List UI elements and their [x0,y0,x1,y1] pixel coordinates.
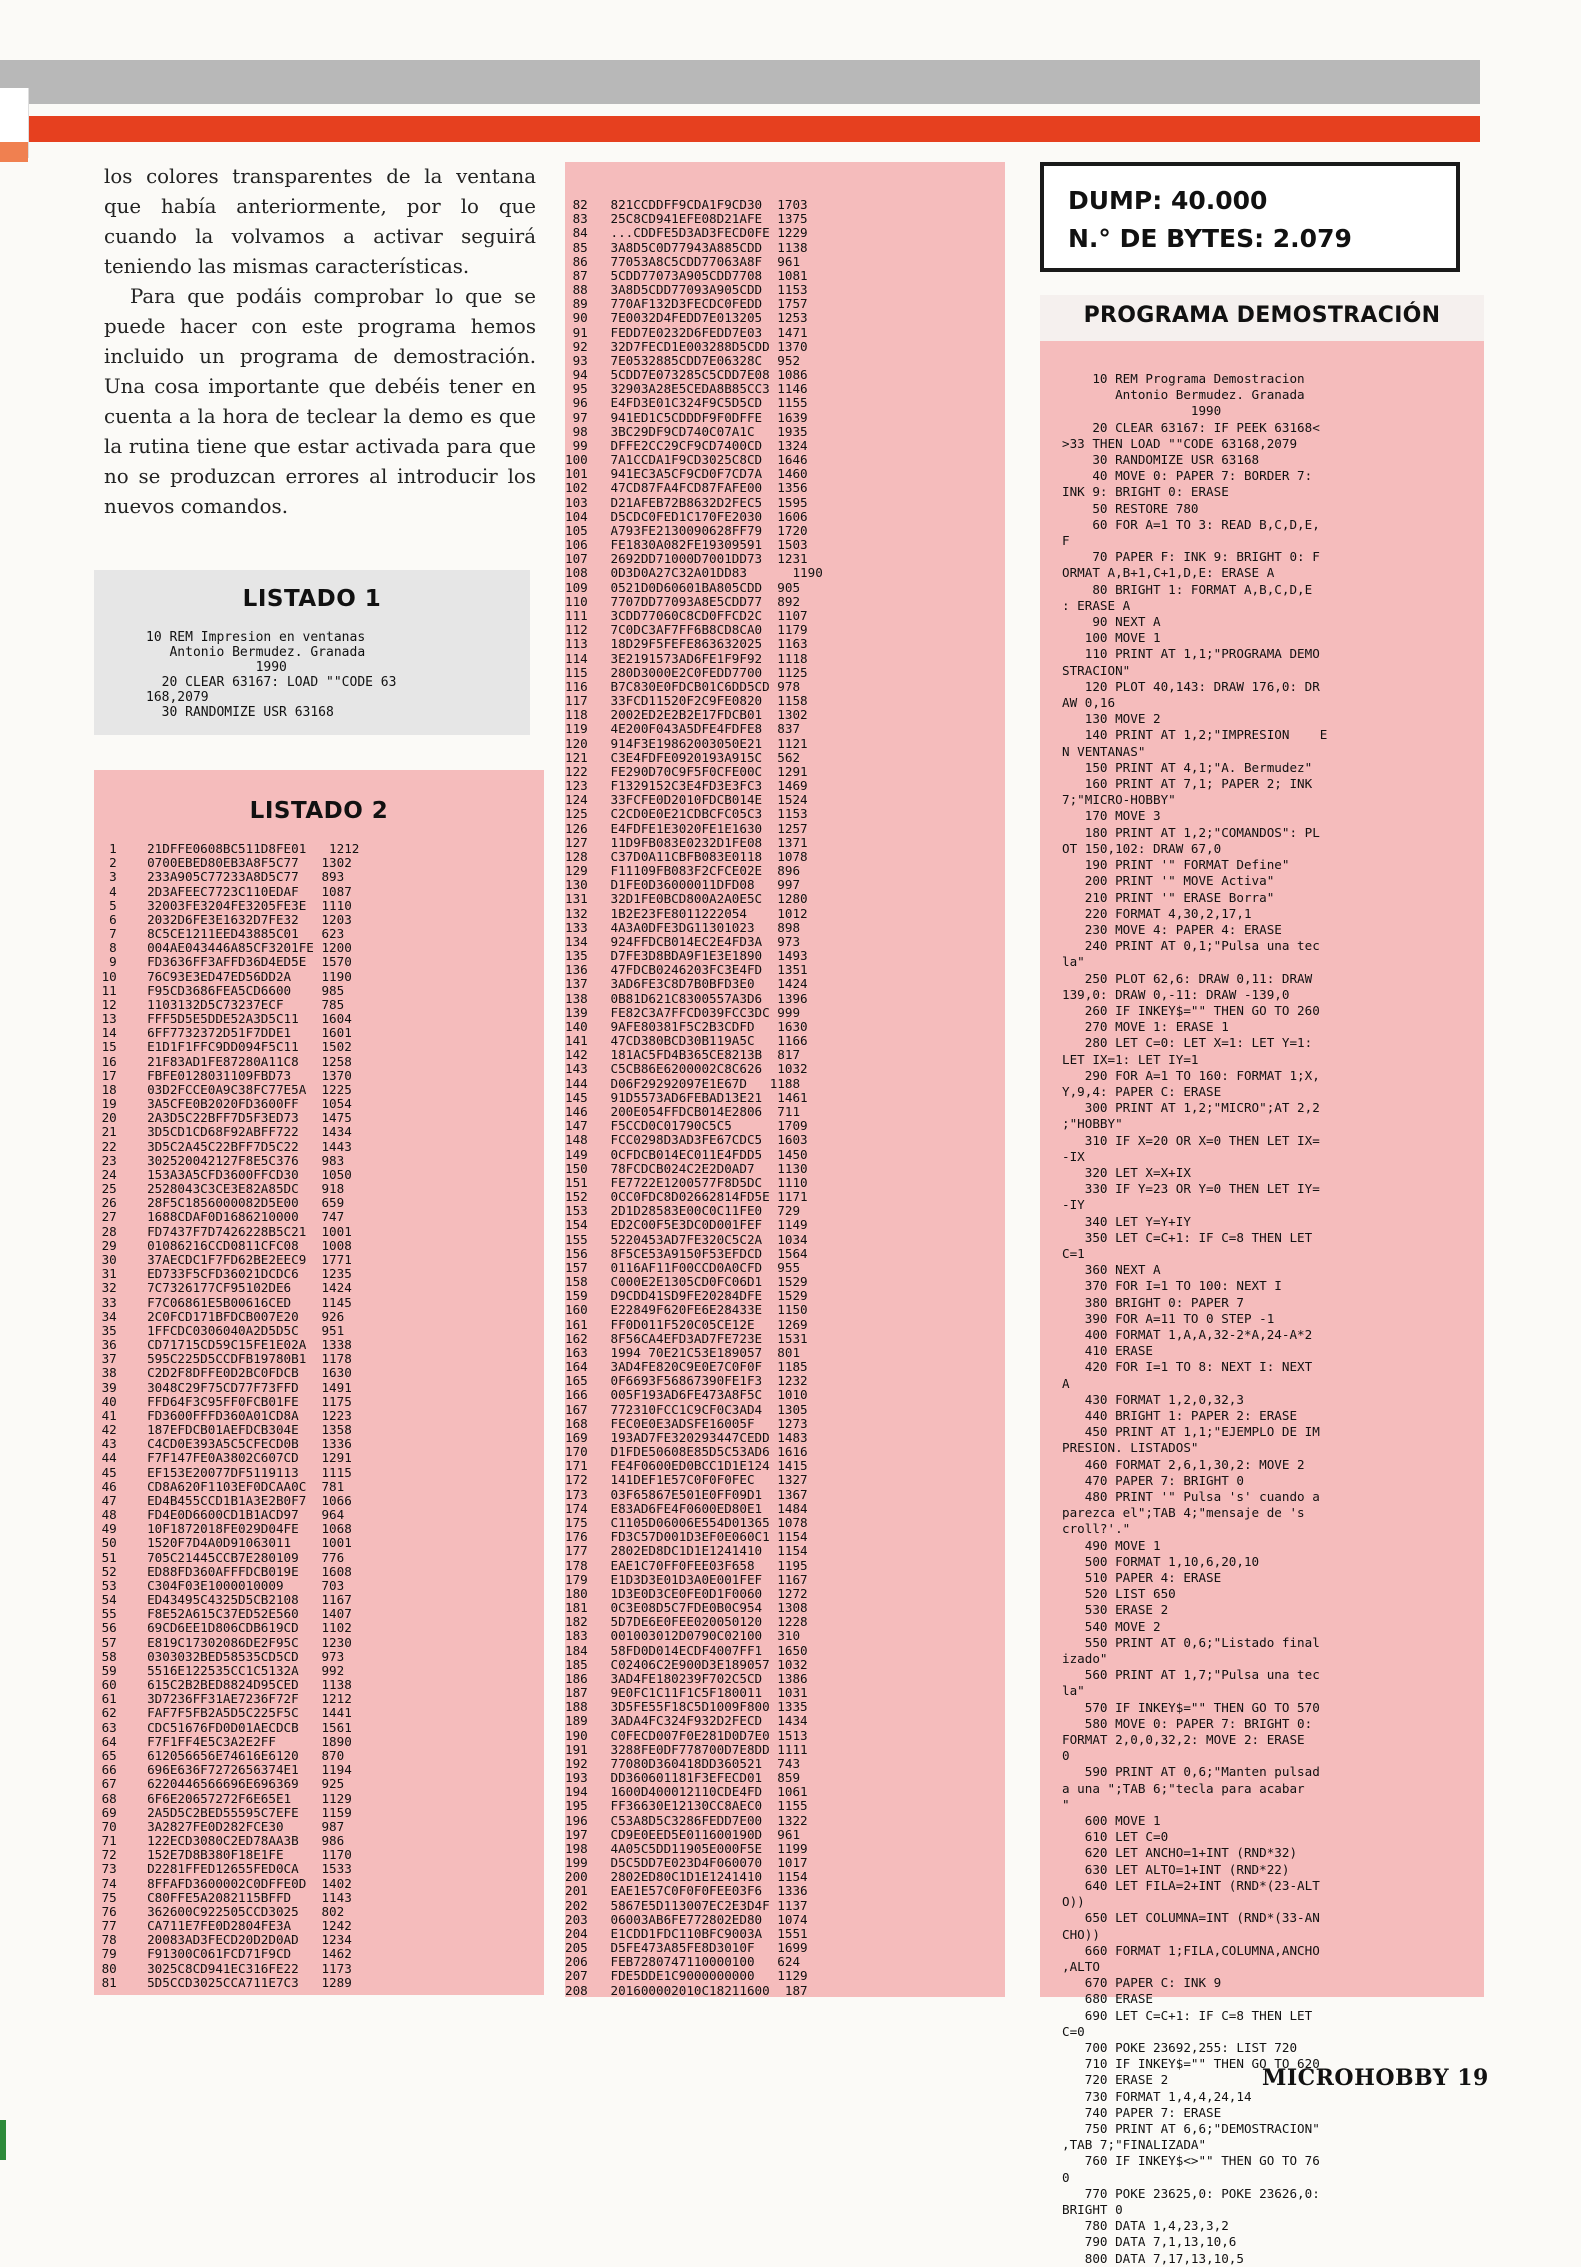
listado-1-box [94,570,530,735]
listing-line: 10 76C93E3ED47ED56DD2A 1190 [94,968,352,984]
listing-line: 170 D1FDE50608E85D5C53AD6 1616 [565,1444,808,1460]
listing-line: 91 FEDD7E0232D6FEDD7E03 1471 [565,324,808,340]
listing-line: 103 D21AFEB72B8632D2FEC5 1595 [565,494,808,510]
listing-line: 168 FEC0E0E3ADSFE16005F 1273 [565,1415,808,1431]
listing-line: 194 1600D400012110CDE4FD 1061 [565,1784,808,1800]
listing-line: 44 F7F147FE0A3802C607CD 1291 [94,1450,352,1466]
listing-line: 63 CDC51676FD0D01AECDCB 1561 [94,1719,352,1735]
listing-line: 104 D5CDC0FED1C170FE2030 1606 [565,508,808,524]
listing-line: 112 7C0DC3AF7FF6B8CD8CA0 1179 [565,622,808,638]
bottom-edge-mark [0,2120,6,2160]
listing-line: 18 03D2FCCE0A9C38FC77E5A 1225 [94,1081,352,1097]
listing-line: 33 F7C06861E5B00616CED 1145 [94,1294,352,1310]
listing-line: 66 696E636F7272656374E1 1194 [94,1762,352,1778]
listing-line: 1 21DFFE0608BC511D8FE01 1212 [94,841,360,856]
listing-line: 179 E1D3D3E01D3A0E001FEF 1167 [565,1571,808,1587]
listing-line: 58 0303032BED58535CD5CD 973 [94,1648,345,1664]
listing-line: 200 2802ED80C1D1E1241410 1154 [565,1869,808,1885]
listing-line: 69 2A5D5C2BED55595C7EFE 1159 [94,1804,352,1820]
listing-line: 25 2528043C3CE3E82A85DC 918 [94,1181,345,1197]
listing-line: 176 FD3C57D001D3EF0E060C1 1154 [565,1529,808,1545]
listing-line: 11 F95CD3686FEA5CD6600 985 [94,982,345,998]
listing-line: 31 ED733F5CFD36021DCDC6 1235 [94,1266,352,1282]
listing-line: 9 FD3636FF3AFFD36D4ED5E 1570 [94,954,352,970]
listing-line: 128 C37D0A11CBFB083E0118 1078 [565,848,808,864]
listing-line: 143 C5CB86E6200002C8C626 1032 [565,1061,808,1077]
listing-line: 37 595C225D5CCDFB19780B1 1178 [94,1351,352,1367]
listado-1-title: LISTADO 1 [242,586,382,612]
listado-2-continuation-lines [565,198,823,1998]
listing-line: 83 25C8CD941EFE08D21AFE 1375 [565,211,808,227]
listing-line: 20 2A3D5C22BFF7D5F3ED73 1475 [94,1110,352,1126]
listing-line: 93 7E0532885CDD7E06328C 952 [565,352,801,368]
listing-line: 131 32D1FE0BCD800A2A0E5C 1280 [565,891,808,907]
listing-line: 70 3A2827FE0D282FCE30 987 [94,1818,345,1834]
listing-line: 198 4A05C5DD11905E000F5E 1199 [565,1840,808,1856]
listing-line: 64 F7F1FF4E5C3A2E2FF 1890 [94,1733,352,1749]
listing-line: 72 152E7D8B380F18E1FE 1170 [94,1847,352,1863]
listing-line: 4 2D3AFEEC7723C110EDAF 1087 [94,883,352,899]
listing-line: 180 1D3E0D3CE0FE0D1F0060 1272 [565,1585,808,1601]
listing-line: 174 E83AD6FE4F0600ED80E1 1484 [565,1500,808,1516]
listing-line: 169 193AD7FE320293447CEDD 1483 [565,1429,808,1445]
listing-line: 116 B7C830E0FDCB01C6DD5CD 978 [565,678,801,694]
listing-line: 7 8C5CE1211EED43885C01 623 [94,926,345,942]
listing-line: 133 4A3A0DFE3DG11301023 898 [565,919,801,935]
listing-line: 161 FF0D011F520C05CE12E 1269 [565,1316,808,1332]
listing-line: 50 1520F7D4A0D91063011 1001 [94,1535,352,1551]
listing-line: 144 D06F29292097E1E67D 1188 [565,1075,801,1091]
listing-line: 59 5516E122535CC1C5132A 992 [94,1662,345,1678]
listing-line: 99 DFFE2CC29CF9CD7400CD 1324 [565,437,808,453]
listing-line: 117 33FCD11520F2C9FE0820 1158 [565,693,808,709]
listing-line: 85 3A8D5C0D77943A885CDD 1138 [565,239,808,255]
listing-line: 62 FAF7F5FB2A5D5C225F5C 1441 [94,1705,352,1721]
listing-line: 191 3288FE0DF778700D7E8DD 1111 [565,1741,808,1757]
listing-line: 127 11D9FB083E0232D1FE08 1371 [565,834,808,850]
listing-line: 47 ED4B455CCD1B1A3E2B0F7 1066 [94,1492,352,1508]
listing-line: 132 1B2E23FE8011222054 1012 [565,905,808,921]
listing-line: 135 D7FE3D8BDA9F1E3E1890 1493 [565,948,808,964]
listing-line: 78 20083AD3FECD20D2D0AD 1234 [94,1932,352,1948]
listado-2-continuation [565,162,1005,1997]
listing-line: 123 F1329152C3E4FD3E3FC3 1469 [565,778,808,794]
listing-line: 190 C0FECD007F0E281D0D7E0 1513 [565,1727,808,1743]
listing-line: 90 7E0032D4FEDD7E013205 1253 [565,310,808,326]
listing-line: 177 2802ED8DC1D1E1241410 1154 [565,1543,808,1559]
listing-line: 108 0D3D0A27C32A01DD83 1190 [565,565,823,581]
listing-line: 107 2692DD71000D7001DD73 1231 [565,551,808,567]
listing-line: 43 C4CD0E393A5C5CFECD0B 1336 [94,1436,352,1452]
byte-count: N.° DE BYTES: 2.079 [1068,224,1352,253]
listing-line: 89 770AF132D3FECDC0FEDD 1757 [565,296,808,312]
listing-line: 149 0CFDCB014EC011E4FDD5 1450 [565,1146,808,1162]
listing-line: 129 F11109FB083F2CFCE02E 896 [565,863,801,879]
listing-line: 77 CA711E7FE0D2804FE3A 1242 [94,1918,352,1934]
listing-line: 61 3D7236FF31AE7236F72F 1212 [94,1691,352,1707]
listing-line: 199 D5C5DD7E023D4F060070 1017 [565,1855,808,1871]
listing-line: 184 58FD0D014ECDF4007FF1 1650 [565,1642,808,1658]
listing-line: 82 821CCDDFF9CDA1F9CD30 1703 [565,197,808,212]
demo-program-code: 10 REM Programa Demostracion Antonio Bermudez. Granada 1990 20 CLEAR 63167: IF PEEK 63168< >33 THEN LOAD ""CODE 63168,2079 30 RANDOMIZE USR 63168 40 MOVE 0: PAPER 7: BORDER 7: INK 9: BRIGHT 0: ERASE 50 RESTORE 780 60 FOR A=1 TO 3: READ B,C,D,E, F 70 PAPER F: INK 9: BRIGHT 0: F ORMAT A,B+1,C+1,D,E: ERASE A 80 BRIGHT 1: FORMAT A,B,C,D,E : ERASE A 90 NEXT A 100 MOVE 1 110 PRINT AT 1,1;"PROGRAMA DEMO STRACION" 120 PLOT 40,143: DRAW 176,0: DR AW 0,16 130 MOVE 2 140 PRINT AT 1,2;"IMPRESION E N VENTANAS" 150 PRINT AT 4,1;"A. Bermudez" 160 PRINT AT 7,1; PAPER 2; INK 7;"MICRO-HOBBY" 170 MOVE 3 180 PRINT AT 1,2;"COMANDOS": PL OT 150,102: DRAW 67,0 190 PRINT '" FORMAT Define" 200 PRINT '" MOVE Activa" 210 PRINT '" ERASE Borra" 220 FORMAT 4,30,2,17,1 230 MOVE 4: PAPER 4: ERASE 240 PRINT AT 0,1;"Pulsa una tec la" 250 PLOT 62,6: DRAW 0,11: DRAW 139,0: DRAW 0,-11: DRAW -139,0 260 IF INKEY$="" THEN GO TO 260 270 MOVE 1: ERASE 1 280 LET C=0: LET X=1: LET Y=1: LET IX=1: LET IY=1 290 FOR A=1 TO 160: FORMAT 1;X, Y,9,4: PAPER C: ERASE 300 PRINT AT 1,2;"MICRO";AT 2,2 ;"HOBBY" 310 IF X=20 OR X=0 THEN LET IX= -IX 320 LET X=X+IX 330 IF Y=23 OR Y=0 THEN LET IY= -IY 340 LET Y=Y+IY 350 LET C=C+1: IF C=8 THEN LET C=1 360 NEXT A 370 FOR I=1 TO 100: NEXT I 380 BRIGHT 0: PAPER 7 390 FOR A=11 TO 0 STEP -1 400 FORMAT 1,A,A,32-2*A,24-A*2 410 ERASE 420 FOR I=1 TO 8: NEXT I: NEXT A 430 FORMAT 1,2,0,32,3 440 BRIGHT 1: PAPER 2: ERASE 450 PRINT AT 1,1;"EJEMPLO DE IM PRESION. LISTADOS" 460 FORMAT 2,6,1,30,2: MOVE 2 470 PAPER 7: BRIGHT 0 480 PRINT '" Pulsa 's' cuando a parezca el";TAB 4;"mensaje de 's croll?'." 490 MOVE 1 500 FORMAT 1,10,6,20,10 510 PAPER 4: ERASE 520 LIST 650 530 ERASE 2 540 MOVE 2 550 PRINT AT 0,6;"Listado final izado" 560 PRINT AT 1,7;"Pulsa una tec la" 570 IF INKEY$="" THEN GO TO 570 580 MOVE 0: PAPER 7: BRIGHT 0: FORMAT 2,0,0,32,2: MOVE 2: ERASE 0 590 PRINT AT 0,6;"Manten pulsad a una ";TAB 6;"tecla para acabar " 600 MOVE 1 610 LET C=0 620 LET ANCHO=1+INT (RND*32) 630 LET ALTO=1+INT (RND*22) 640 LET FILA=2+INT (RND*(23-ALT O)) 650 LET COLUMNA=INT (RND*(33-AN CHO)) 660 FORMAT 1;FILA,COLUMNA,ANCHO ,ALTO 670 PAPER C: INK 9 680 ERASE 690 LET C=C+1: IF C=8 THEN LET C=0 700 POKE 23692,255: LIST 720 710 IF INKEY$="" THEN GO TO 620 720 ERASE 2 730 FORMAT 1,4,4,24,14 740 PAPER 7: ERASE 750 PRINT AT 6,6;"DEMOSTRACION" ,TAB 7;"FINALIZADA" 760 IF INKEY$<>"" THEN GO TO 76 0 770 POKE 23625,0: POKE 23626,0: BRIGHT 0 780 DATA 1,4,23,3,2 790 DATA 7,1,13,10,6 800 DATA 7,17,13,10,5 [1062,371,1328,2266]
listing-line: 192 77080D360418DD360521 743 [565,1755,801,1771]
listing-line: 182 5D7DE6E0FEE020050120 1228 [565,1614,808,1630]
listing-line: 21 3D5CD1CD68F92ABFF722 1434 [94,1124,352,1140]
listing-line: 141 47CD380BCD30B119A5C 1166 [565,1033,808,1049]
listing-line: 45 EF153E20077DF5119113 1115 [94,1464,352,1480]
listing-line: 56 69CD6EE1D806CDB619CD 1102 [94,1620,352,1636]
listing-line: 186 3AD4FE180239F702C5CD 1386 [565,1670,808,1686]
listing-line: 111 3CDD77060C8CD0FFCD2C 1107 [565,607,808,623]
listing-line: 12 1103132D5C73237ECF 785 [94,996,345,1012]
listing-line: 155 5220453AD7FE320C5C2A 1034 [565,1231,808,1247]
listing-line: 81 5D5CCD3025CCA711E7C3 1289 [94,1974,352,1990]
listing-line: 204 E1CDD1FDC110BFC9003A 1551 [565,1925,808,1941]
listing-line: 153 2D1D28583E00C0C11FE0 729 [565,1203,801,1219]
listing-line: 154 ED2C00F5E3DC0D001FEF 1149 [565,1217,808,1233]
listing-line: 23 302520042127F8E5C376 983 [94,1152,345,1168]
listing-line: 172 141DEF1E57C0F0F0FEC 1327 [565,1472,808,1488]
listing-line: 203 06003AB6FE772802ED80 1074 [565,1911,808,1927]
listing-line: 80 3025C8CD941EC316FE22 1173 [94,1960,352,1976]
listing-line: 124 33FCFE0D2010FDCB014E 1524 [565,792,808,808]
listing-line: 145 91D5573AD6FEBAD13E21 1461 [565,1089,808,1105]
listing-line: 3 233A905C77233A8D5C77 893 [94,869,345,885]
listing-line: 2 0700EBED80EB3A8F5C77 1302 [94,855,352,871]
listing-line: 175 C1105D06006E554D01365 1078 [565,1514,808,1530]
listing-line: 86 77053A8C5CDD77063A8F 961 [565,253,801,269]
listing-line: 94 5CDD7E073285C5CDD7E08 1086 [565,367,808,383]
listing-line: 125 C2CD0E0E21CDBCFC05C3 1153 [565,806,808,822]
left-edge-accent [0,142,28,162]
listing-line: 139 FE82C3A7FFCD039FCC3DC 999 [565,1004,801,1020]
listing-line: 88 3A8D5CDD77093A905CDD 1153 [565,282,808,298]
listing-line: 48 FD4E0D6600CD1B1ACD97 964 [94,1507,345,1523]
listing-line: 142 181AC5FD4B365CE8213B 817 [565,1047,801,1063]
listing-line: 8 004AE043446A85CF3201FE 1200 [94,940,352,956]
listing-line: 38 C2D2F8DFFE0D2BC0FDCB 1630 [94,1365,352,1381]
listing-line: 196 C53A8D5C3286FEDD7E00 1322 [565,1812,808,1828]
listing-line: 54 ED43495C4325D5CB2108 1167 [94,1592,352,1608]
listing-line: 71 122ECD3080C2ED78AA3B 986 [94,1833,345,1849]
listing-line: 73 D2281FFED12655FED0CA 1533 [94,1861,352,1877]
listing-line: 110 7707DD77093A8E5CDD77 892 [565,593,801,609]
listing-line: 102 47CD87FA4FCD87FAFE00 1356 [565,480,808,496]
listing-line: 49 10F1872018FE029D04FE 1068 [94,1521,352,1537]
listado-2-title: LISTADO 2 [249,798,389,824]
demo-program-title: PROGRAMA DEMOSTRACIÓN [1040,295,1484,341]
listing-line: 39 3048C29F75CD77F73FFD 1491 [94,1379,352,1395]
listing-line: 171 FE4F0600ED0BCC1D1E124 1415 [565,1458,808,1474]
listing-line: 60 615C2B2BED8824D95CED 1138 [94,1677,352,1693]
listing-line: 84 ...CDDFE5D3AD3FECD0FE 1229 [565,225,808,241]
listing-line: 160 E22849F620FE6E28433E 1150 [565,1302,808,1318]
listing-line: 52 ED88FD360AFFFDCB019E 1608 [94,1563,352,1579]
header-gray-bar [0,60,1480,104]
listing-line: 201 EAE1E57C0F0F0FEE03F6 1336 [565,1883,808,1899]
listing-line: 189 3ADA4FC324F932D2FECD 1434 [565,1713,808,1729]
listing-line: 105 A793FE2130090628FF79 1720 [565,522,808,538]
listing-line: 101 941EC3A5CF9CD0F7CD7A 1460 [565,466,808,482]
dump-address: DUMP: 40.000 [1068,186,1268,215]
listing-line: 76 362600C922505CCD3025 802 [94,1903,345,1919]
listing-line: 29 01086216CCD0811CFC08 1008 [94,1237,352,1253]
listing-line: 159 D9CDD41SD9FE20284DFE 1529 [565,1288,808,1304]
listing-line: 185 C02406C2E900D3E189057 1032 [565,1656,808,1672]
listing-line: 75 C80FFE5A2082115BFFD 1143 [94,1889,352,1905]
listing-line: 205 D5FE473A85FE8D3010F 1699 [565,1940,808,1956]
listing-line: 164 3AD4FE820C9E0E7C0F0F 1185 [565,1359,808,1375]
listing-line: 40 FFD64F3C95FF0FCB01FE 1175 [94,1393,352,1409]
listing-line: 202 5867E5D113007EC2E3D4F 1137 [565,1897,808,1913]
listing-line: 195 FF36630E12130CC8AEC0 1155 [565,1798,808,1814]
listing-line: 36 CD71715CD59C15FE1E02A 1338 [94,1337,352,1353]
listing-line: 162 8F56CA4EFD3AD7FE723E 1531 [565,1330,808,1346]
listing-line: 158 C000E2E1305CD0FC06D1 1529 [565,1274,808,1290]
listing-line: 187 9E0FC1C11F1C5F180011 1031 [565,1685,808,1701]
listing-line: 5 32003FE3204FE3205FE3E 1110 [94,897,352,913]
listing-line: 27 1688CDAF0D1686210000 747 [94,1209,345,1225]
listing-line: 181 0C3E08D5C7FDE0B0C954 1308 [565,1600,808,1616]
listing-line: 65 612056656E74616E6120 870 [94,1748,345,1763]
listing-line: 55 F8E52A615C37ED52E560 1407 [94,1606,352,1622]
listing-line: 173 03F65867E501E0FF09D1 1367 [565,1486,808,1502]
listing-line: 74 8FFAFD3600002C0DFFE0D 1402 [94,1875,352,1891]
intro-paragraph: Para que podáis comprobar lo que se puede hacer con este programa hemos incluido un programa de demostración. Una cosa importante que debéis tener en cuenta a la hora de teclear la demo es que la rutina tiene que estar activada para que no se produzcan errores al introducir los nuevos comandos. [104,285,536,518]
listing-line: 15 E1D1F1FFC9DD094F5C11 1502 [94,1039,352,1055]
listing-line: 30 37AECDC1F7FD62BE2EEC9 1771 [94,1251,352,1267]
listing-line: 118 2002ED2E2B2E17FDCB01 1302 [565,707,808,723]
listing-line: 28 FD7437F7D7426228B5C21 1001 [94,1223,352,1239]
listing-line: 35 1FFCDC0306040A2D5D5C 951 [94,1322,345,1338]
page-footer: MICROHOBBY 19 [1262,2065,1489,2091]
listing-line: 46 CD8A620F1103EF0DCAA0C 781 [94,1478,345,1494]
listing-line: 68 6F6E20657272F6E65E1 1129 [94,1790,352,1806]
listing-line: 120 914F3E19862003050E21 1121 [565,735,808,751]
listing-line: 197 CD9E0EED5E011600190D 961 [565,1826,801,1842]
listing-line: 6 2032D6FE3E1632D7FE32 1203 [94,911,352,927]
listing-line: 41 FD3600FFFD360A01CD8A 1223 [94,1407,352,1423]
listing-line: 140 9AFE80381F5C2B3CDFD 1630 [565,1018,808,1034]
listing-line: 22 3D5C2A45C22BFF7D5C22 1443 [94,1138,352,1154]
listing-line: 79 F91300C061FCD71F9CD 1462 [94,1946,352,1962]
listing-line: 115 280D3000E2C0FEDD7700 1125 [565,664,808,680]
listing-line: 98 3BC29DF9CD740C07A1C 1935 [565,423,808,439]
listing-line: 136 47FDCB0246203FC3E4FD 1351 [565,962,808,978]
listing-line: 126 E4FDFE1E3020FE1E1630 1257 [565,820,808,836]
listing-line: 148 FCC0298D3AD3FE67CDC5 1603 [565,1132,808,1148]
listing-line: 150 78FCDCB024C2E2D0AD7 1130 [565,1160,808,1176]
listing-line: 106 FE1830A082FE19309591 1503 [565,537,808,553]
listing-line: 32 7C7326177CF95102DE6 1424 [94,1280,352,1296]
listing-line: 24 153A3A5CFD3600FFCD30 1050 [94,1166,352,1182]
listing-line: 166 005F193AD6FE473A8F5C 1010 [565,1387,808,1403]
listing-line: 53 C304F03E1000010009 703 [94,1577,345,1593]
listing-line: 178 EAE1C70FF0FEE03F658 1195 [565,1557,808,1573]
listing-line: 206 FEB7280747110000100 624 [565,1954,801,1970]
listing-line: 95 32903A28E5CEDA8B85CC3 1146 [565,381,808,397]
intro-paragraph: los colores transparentes de la ventana que había anteriormente, por lo que cuando la volvamos a activar seguirá teniendo las mismas características. [104,165,536,278]
listing-line: 134 924FFDCB014EC2E4FD3A 973 [565,933,801,949]
listing-line: 119 4E200F043A5DFE4FDFE8 837 [565,721,801,737]
listing-line: 51 705C21445CCB7E280109 776 [94,1549,345,1565]
listing-line: 188 3D5FE55F18C5D1009F800 1335 [565,1699,808,1715]
listing-line: 207 FDE5DDE1C9000000000 1129 [565,1968,808,1984]
listing-line: 167 772310FCC1C9CF0C3AD4 1305 [565,1401,808,1417]
listing-line: 113 18D29F5FEFE863632025 1163 [565,636,808,652]
listing-line: 17 FBFE0128031109FBD73 1370 [94,1067,352,1083]
listing-line: 13 FFF5D5E5DDE52A3D5C11 1604 [94,1011,352,1027]
listing-line: 16 21F83AD1FE87280A11C8 1258 [94,1053,352,1069]
listing-line: 146 200E054FFDCB014E2806 711 [565,1104,801,1119]
listing-line: 100 7A1CCDA1F9CD3025C8CD 1646 [565,452,808,468]
listing-line: 42 187EFDCB01AEFDCB304E 1358 [94,1422,352,1438]
intro-text [104,162,536,522]
listing-line: 96 E4FD3E01C324F9C5D5CD 1155 [565,395,808,411]
listing-line: 156 8F5CE53A9150F53EFDCD 1564 [565,1245,808,1261]
listing-line: 183 001003012D0790C02100 310 [565,1628,801,1644]
listing-line: 92 32D7FECD1E003288D5CDD 1370 [565,338,808,354]
listing-line: 165 0F6693F56867390FE1F3 1232 [565,1373,808,1389]
header-red-bar [0,116,1480,142]
listing-line: 114 3E2191573AD6FE1F9F92 1118 [565,650,808,666]
listado-2-lines [94,842,359,1990]
listing-line: 151 FE7722E1200577F8D5DC 1110 [565,1174,808,1190]
listing-line: 26 28F5C1856000082D5E00 659 [94,1195,345,1211]
listing-line: 163 1994 70E21C53E189057 801 [565,1344,801,1360]
listing-line: 109 0521D0D60601BA805CDD 905 [565,579,801,595]
listing-line: 14 6FF7732372D51F7DDE1 1601 [94,1025,352,1041]
listing-line: 138 0B81D621C8300557A3D6 1396 [565,990,808,1006]
listing-line: 57 E819C17302086DE2F95C 1230 [94,1634,352,1650]
listing-line: 67 6220446566696E696369 925 [94,1776,345,1792]
listing-line: 87 5CDD77073A905CDD7708 1081 [565,267,808,283]
listing-line: 19 3A5CFE0B2020FD3600FF 1054 [94,1096,352,1112]
listing-line: 137 3AD6FE3C8D7B0BFD3E0 1424 [565,976,808,992]
listing-line: 121 C3E4FDFE0920193A915C 562 [565,749,801,765]
listado-1-code: 10 REM Impresion en ventanas Antonio Bermudez. Granada 1990 20 CLEAR 63167: LOAD ""CODE 63 168,2079 30 RANDOMIZE USR 63168 [146,630,397,720]
listing-line: 157 0116AF11F00CCD0A0CFD 955 [565,1259,801,1275]
listing-line: 97 941ED1C5CDDDF9F0DFFE 1639 [565,409,808,425]
listing-line: 147 F5CCD0C01790C5C5 1709 [565,1118,808,1134]
listing-line: 152 0CC0FDC8D02662814FD5E 1171 [565,1189,808,1205]
dump-info-box [1040,162,1460,272]
listing-line: 34 2C0FCD171BFDCB007E20 926 [94,1308,345,1324]
listing-line: 193 DD360601181F3EFECD01 859 [565,1770,801,1786]
listing-line: 122 FE290D70C9F5F0CFE00C 1291 [565,763,808,779]
listado-2-box [94,770,544,1995]
listing-line: 208 201600002010C18211600 187 [565,1982,808,1998]
listing-line: 130 D1FE0D36000011DFD08 997 [565,877,801,893]
